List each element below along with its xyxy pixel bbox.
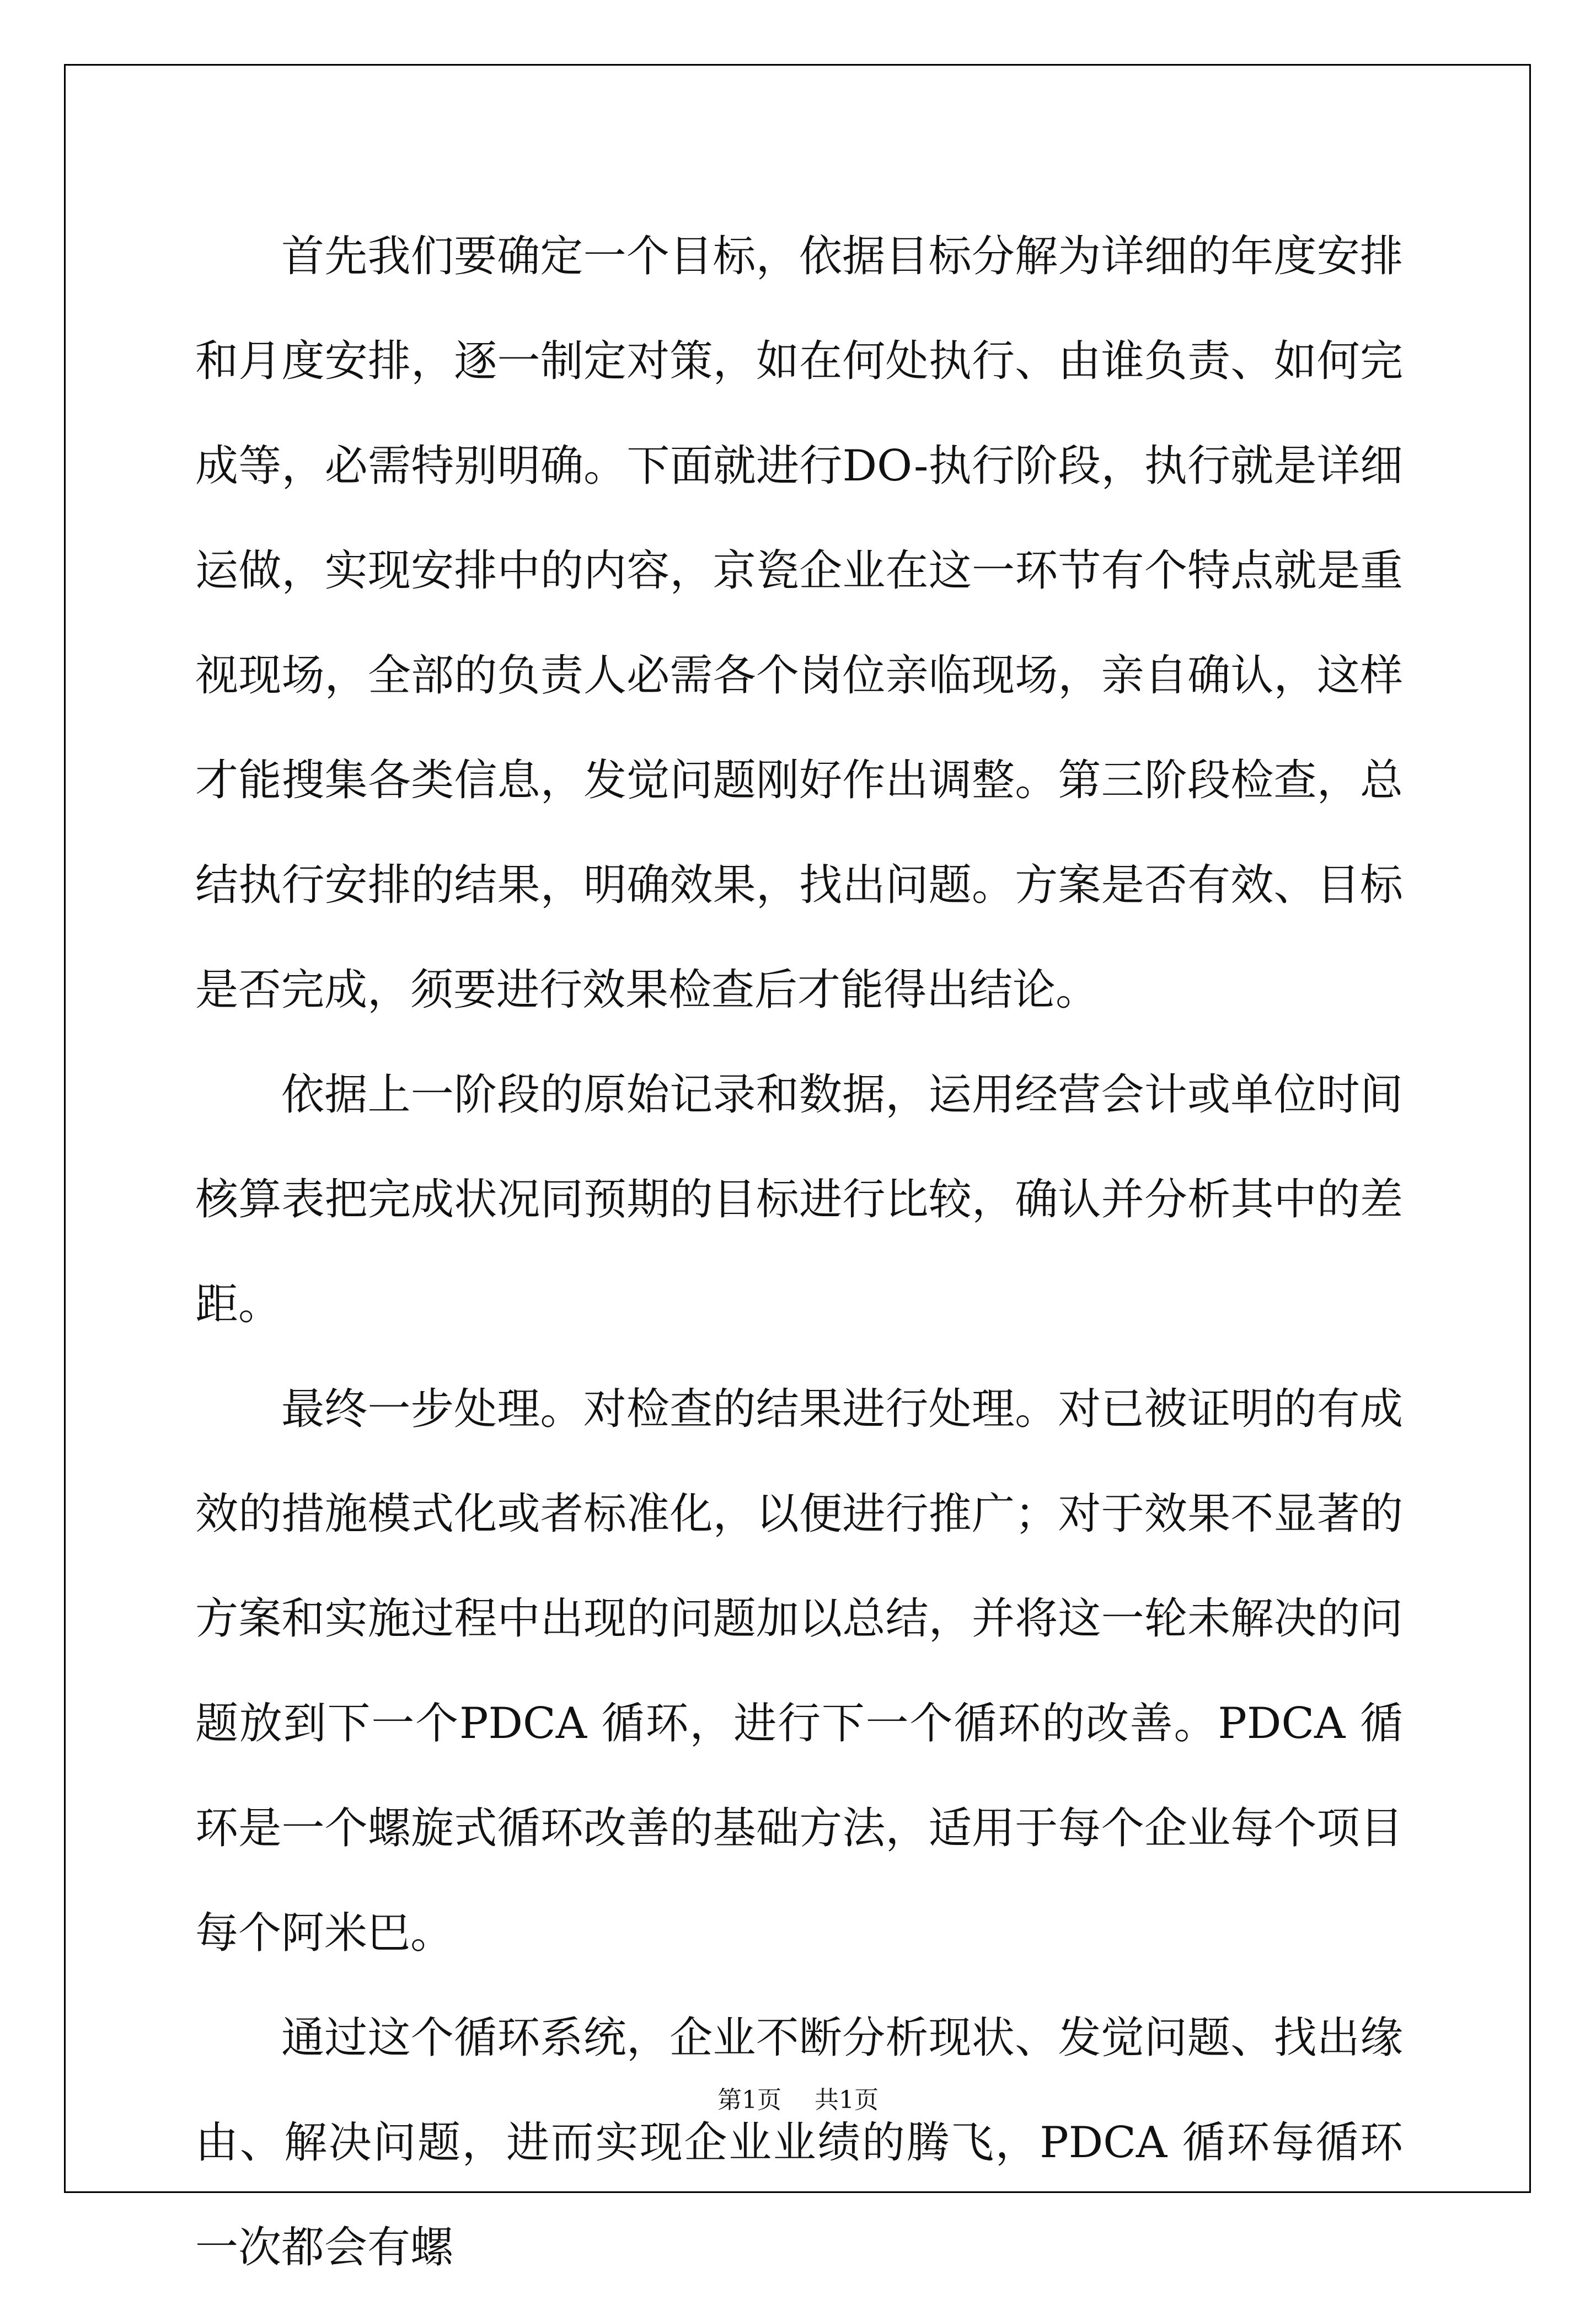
paragraph-1: 首先我们要确定一个目标，依据目标分解为详细的年度安排和月度安排，逐一制定对策，如在何处执行、由谁负责、如何完成等，必需特别明确。下面就进行DO-执行阶段，执行就是详细运做，实现安排中的内容，京瓷企业在这一环节有个特点就是重视现场，全部的负责人必需各个岗位亲临现场，亲自确认，这样才能搜集各类信息，发觉问题刚好作出调整。第三阶段检查，总结执行安排的结果，明确效果，找出问题。方案是否有效、目标是否完成，须要进行效果检查后才能得出结论。	[195, 232, 1403, 1015]
page-number-total: 共1页	[815, 2086, 879, 2114]
paragraph-2: 依据上一阶段的原始记录和数据，运用经营会计或单位时间核算表把完成状况同预期的目标进行比较，确认并分析其中的差距。	[195, 1070, 1403, 1329]
document-body	[195, 204, 1403, 2300]
page-number-current: 第1页	[717, 2086, 781, 2114]
paragraph-4: 通过这个循环系统，企业不断分析现状、发觉问题、找出缘由、解决问题，进而实现企业业绩的腾飞，PDCA 循环每循环一次都会有螺	[195, 2013, 1403, 2272]
page-footer	[0, 2084, 1596, 2117]
paragraph-3: 最终一步处理。对检查的结果进行处理。对已被证明的有成效的措施模式化或者标准化，以便进行推广；对于效果不显著的方案和实施过程中出现的问题加以总结，并将这一轮未解决的问题放到下一个PDCA 循环，进行下一个循环的改善。PDCA 循环是一个螺旋式循环改善的基础方法，适用于每个企业每个项目每个阿米巴。	[195, 1384, 1403, 1958]
